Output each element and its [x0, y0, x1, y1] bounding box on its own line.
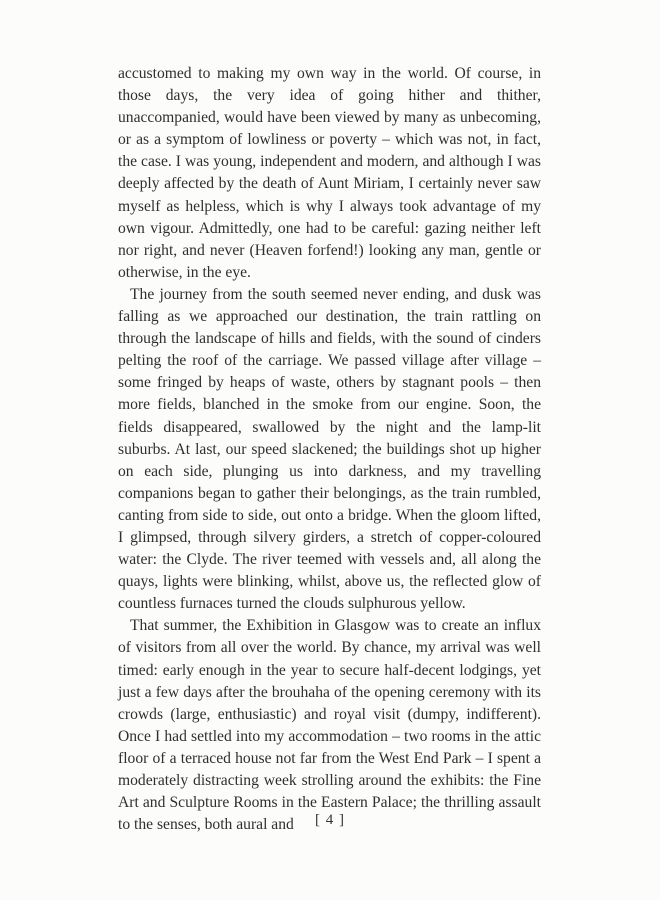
page-number: [ 4 ]: [315, 812, 345, 828]
paragraph-1: accustomed to making my own way in the world. Of course, in those days, the very idea of going hither and thither, unaccompanied, would have been viewed by many as unbecoming, or as a symptom of lowliness or poverty – which was not, in fact, the case. I was young, independent and modern, and although I was deeply affected by the death of Aunt Miriam, I certainly never saw myself as helpless, which is why I always took advantage of my own vigour. Admittedly, one had to be careful: gazing neither left nor right, and never (Heaven forfend!) looking any man, gentle or otherwise, in the eye.: [118, 65, 541, 281]
paragraph-2: The journey from the south seemed never ending, and dusk was falling as we approached our destination, the train rattling on through the landscape of hills and fields, with the sound of cinders pelting the roof of the carriage. We passed village after village – some fringed by heaps of waste, others by stagnant pools – then more fields, blanched in the smoke from our engine. Soon, the fields disappeared, swallowed by the night and the lamp-lit suburbs. At last, our speed slackened; the buildings shot up higher on each side, plunging us into darkness, and my travelling companions began to gather their belongings, as the train rumbled, canting from side to side, out onto a bridge. When the gloom lifted, I glimpsed, through silvery girders, a stretch of copper-coloured water: the Clyde. The river teemed with vessels and, all along the quays, lights were blinking, whilst, above us, the reflected glow of countless furnaces turned the clouds sulphurous yellow.: [118, 285, 541, 613]
body-text: [118, 63, 541, 836]
paragraph-3: That summer, the Exhibition in Glasgow was to create an influx of visitors from all over the world. By chance, my arrival was well timed: early enough in the year to secure half-decent lodgings, yet just a few days after the brouhaha of the opening ceremony with its crowds (large, enthusiastic) and royal visit (dumpy, indifferent). Once I had settled into my accommodation – two rooms in the attic floor of a terraced house not far from the West End Park – I spent a moderately distracting week strolling around the exhibits: the Fine Art and Sculpture Rooms in the Eastern Palace; the thrilling assault to the senses, both aural and: [118, 617, 541, 834]
